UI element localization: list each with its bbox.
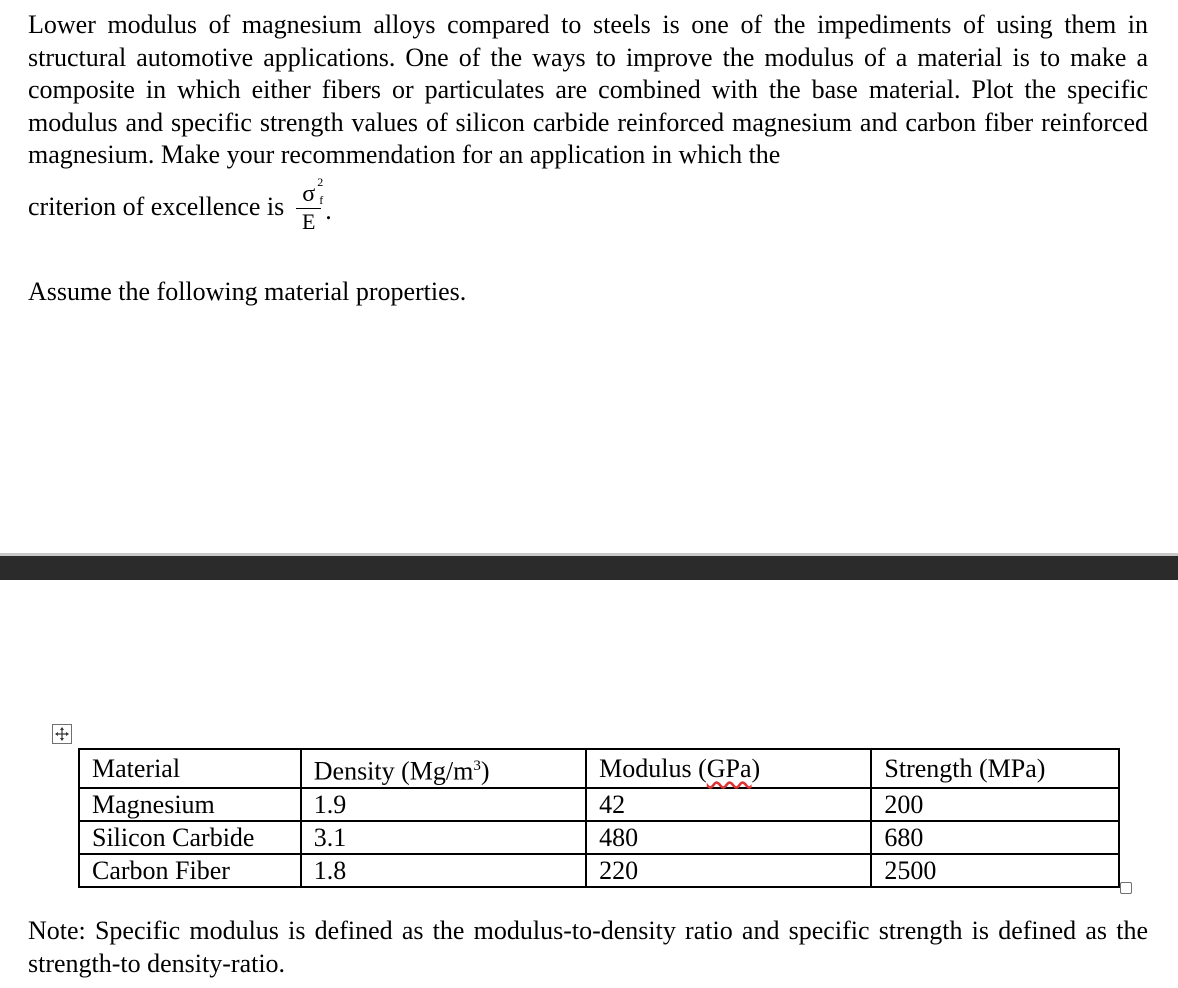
cell-strength: 2500 xyxy=(871,854,1119,887)
header-density-prefix: Density (Mg/m xyxy=(313,756,474,786)
resize-handle-icon[interactable] xyxy=(1120,882,1132,894)
table-row xyxy=(79,821,1119,854)
header-modulus-prefix: Modulus ( xyxy=(599,753,707,783)
formula-denominator: E xyxy=(302,208,316,234)
table-header-row xyxy=(79,749,1119,788)
material-properties-table xyxy=(78,748,1120,888)
cell-modulus: 42 xyxy=(586,788,871,821)
cell-material: Silicon Carbide xyxy=(79,821,301,854)
cell-material: Carbon Fiber xyxy=(79,854,301,887)
header-modulus xyxy=(586,749,871,788)
formula-subscript: f xyxy=(319,192,324,207)
cell-density: 1.8 xyxy=(301,854,586,887)
cell-density: 3.1 xyxy=(301,821,586,854)
header-modulus-suffix: ) xyxy=(751,753,761,783)
cell-material: Magnesium xyxy=(79,788,301,821)
cell-strength: 680 xyxy=(871,821,1119,854)
header-density-exponent: 3 xyxy=(473,758,481,774)
criterion-formula xyxy=(296,174,324,234)
header-density-suffix: ) xyxy=(480,756,490,786)
header-density xyxy=(301,749,586,788)
cell-modulus: 480 xyxy=(586,821,871,854)
header-strength: Strength (MPa) xyxy=(871,749,1119,788)
formula-numerator xyxy=(296,174,324,209)
table-row xyxy=(79,854,1119,887)
formula-sigma: σ xyxy=(302,180,316,207)
criterion-line xyxy=(28,172,332,242)
header-material: Material xyxy=(79,749,301,788)
cell-modulus: 220 xyxy=(586,854,871,887)
problem-paragraph: Lower modulus of magnesium alloys compared to steels is one of the impediments of using them in structural automotive applications. One of the ways to improve the modulus of a material is to make a composite in which either fibers or particulates are combined with the base material. Plot the specific modulus and specific strength values of silicon carbide reinforced magnesium and carbon fiber reinforced magnesium. Make your recommendation for an application in which the xyxy=(28,10,1148,169)
formula-period: . xyxy=(325,196,332,225)
table-row xyxy=(79,788,1119,821)
assume-text: Assume the following material properties. xyxy=(28,277,467,306)
cell-strength: 200 xyxy=(871,788,1119,821)
page-break-bar xyxy=(0,556,1178,580)
move-arrows-icon[interactable] xyxy=(52,724,72,744)
criterion-text: criterion of excellence is xyxy=(28,192,285,221)
header-modulus-unit: GPa xyxy=(706,753,752,783)
formula-superscript: 2 xyxy=(317,174,324,189)
cell-density: 1.9 xyxy=(301,788,586,821)
note-paragraph: Note: Specific modulus is defined as the modulus-to-density ratio and specific strength is defined as the strength-to density-ratio. xyxy=(28,916,1148,978)
